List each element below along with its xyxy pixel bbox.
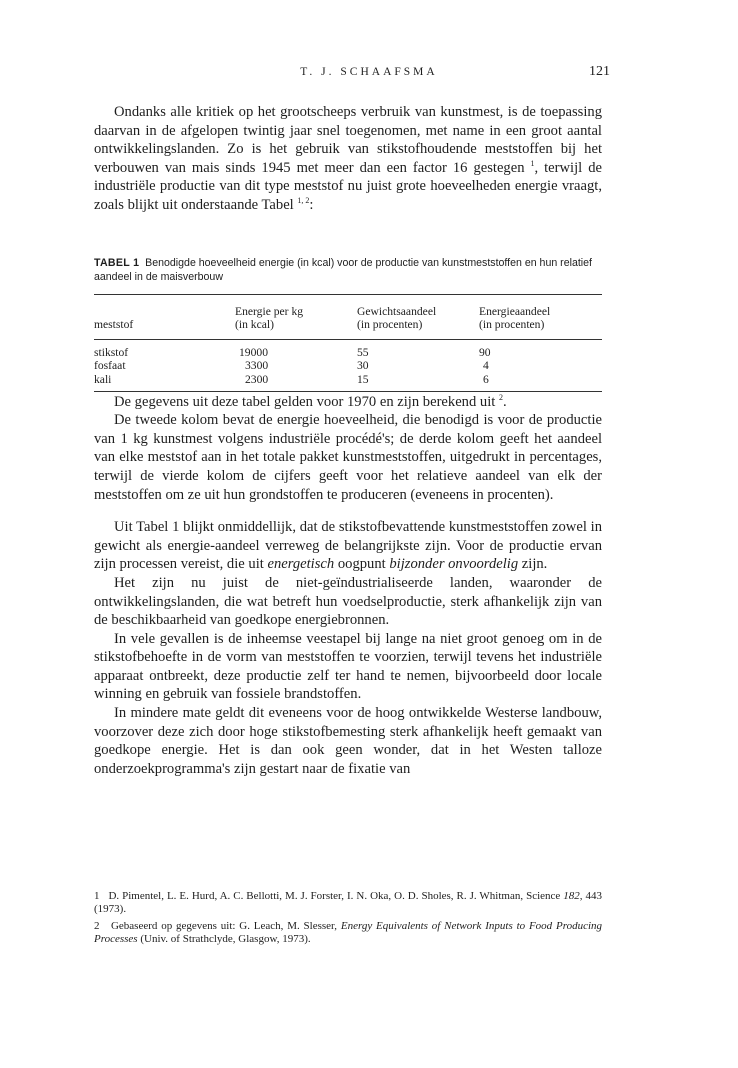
cell-energieaandeel: 90: [479, 345, 491, 359]
footnote-ref: 1, 2: [297, 196, 310, 206]
cell-meststof: stikstof: [94, 345, 129, 359]
table-header-rule: [94, 339, 602, 340]
table-row: [94, 373, 602, 386]
cell-gewicht: 15: [357, 372, 369, 386]
footnote-1: 1 D. Pimentel, L. E. Hurd, A. C. Bellotti, M. J. Forster, I. N. Oka, O. D. Sholes, R. J. Whitman, Science 182, 443 (1973).: [94, 890, 602, 916]
header-meststof: meststof: [94, 318, 134, 332]
paragraph-landen: Het zijn nu juist de niet-geïndustrialiseerde landen, waaronder de ontwikkelingslanden, die wat betreft hun voedselproductie, sterk afhankelijk zijn van de beschikbaarheid van goedkope energiebronnen.: [94, 574, 602, 629]
paragraph-westerse: In mindere mate geldt dit eveneens voor de hoog ontwikkelde Westerse landbouw, voorzover deze zich door hoge stikstofbemesting sterk afhankelijk heeft gemaakt van goedkope energie. Het is dan ook geen wonder, dat in het Westen talloze onderzoekprogramma's zijn gestart naar de fixatie van: [94, 705, 602, 777]
cell-gewicht: 55: [357, 345, 369, 359]
table-label: TABEL 1: [94, 257, 140, 269]
cell-energieaandeel: 4: [483, 359, 489, 373]
footnote-ref: 1: [530, 158, 535, 168]
energy-table: [94, 295, 602, 386]
table-header-row: [94, 295, 602, 337]
running-head: [0, 66, 738, 86]
header-energieaandeel: Energieaandeel (in procenten): [479, 305, 551, 332]
cell-energie: 2300: [245, 372, 269, 386]
running-head-author: T. J. SCHAAFSMA: [300, 66, 438, 78]
table-row: [94, 346, 602, 359]
footnotes: [94, 890, 602, 949]
cell-energie: 3300: [245, 359, 269, 373]
table-row: [94, 359, 602, 372]
page-number: 121: [589, 64, 610, 79]
cell-gewicht: 30: [357, 359, 369, 373]
table-bottom-rule: [94, 391, 602, 392]
cell-meststof: kali: [94, 372, 112, 386]
paragraph-tabel: Uit Tabel 1 blijkt onmiddellijk, dat de stikstofbevattende kunstmeststoffen zowel in gewicht als energie-aandeel verreweg de belangrijkste zijn. Voor de productie ervan zijn processen vereist, die uit energetisch oogpunt bijzonder onvoordelig zijn.: [94, 519, 602, 573]
table-caption: TABEL 1 Benodigde hoeveelheid energie (in kcal) voor de productie van kunstmeststoffen en hun relatief aandeel in de maisverbouw: [94, 257, 592, 283]
paragraph-source: De gegevens uit deze tabel gelden voor 1970 en zijn berekend uit $^2$.: [114, 392, 507, 410]
paragraph-kolom: De tweede kolom bevat de energie hoeveelheid, die benodigd is voor de productie van 1 kg kunstmest volgens industriële procédé's; de derde kolom geeft het aandeel van elke meststof aan in het totale pakket kunstmeststoffen, uitgedrukt in percentages, terwijl de vierde kolom de cijfers geeft voor het relatieve aandeel van elk der meststoffen om ze uit hun grondstoffen te produceren (eveneens in procenten).: [94, 412, 602, 503]
paragraph-gevallen: In vele gevallen is de inheemse veestapel bij lange na niet groot genoeg om in de stikstofbehoefte in de vorm van meststoffen te voorzien, terwijl tevens het industriële apparaat ontbreekt, deze productie zelf ter hand te nemen, bijvoorbeeld door locale winning en gebruik van fossiele brandstoffen.: [94, 630, 602, 703]
header-energie: Energie per kg (in kcal): [235, 305, 304, 332]
cell-energieaandeel: 6: [483, 372, 489, 386]
paragraph-intro: Ondanks alle kritiek op het grootscheeps verbruik van kunstmest, is de toepassing daarvan in de afgelopen twintig jaar snel toegenomen, met name in een groot aantal ontwikkelingslanden. Zo is het gebruik van stikstofhoudende meststoffen bij het verbouwen van mais sinds 1945 met meer dan een factor 16 gestegen $^1$, terwijl de industriële productie van dit type meststof nu juist grote hoeveelheden energie vraagt, zoals blijkt uit onderstaande Tabel $^{1, 2}$:: [94, 104, 602, 213]
cell-meststof: fosfaat: [94, 359, 126, 373]
header-gewicht: Gewichtsaandeel (in procenten): [357, 305, 437, 332]
body-text: [94, 103, 602, 778]
footnote-2: 2 Gebaseerd op gegevens uit: G. Leach, M. Slesser, Energy Equivalents of Network Inputs to Food Producing Processes (Univ. of Strathclyde, Glasgow, 1973).: [94, 919, 603, 945]
table-block: [94, 257, 602, 392]
footnote-ref: 2: [498, 392, 503, 402]
cell-energie: 19000: [239, 345, 268, 359]
